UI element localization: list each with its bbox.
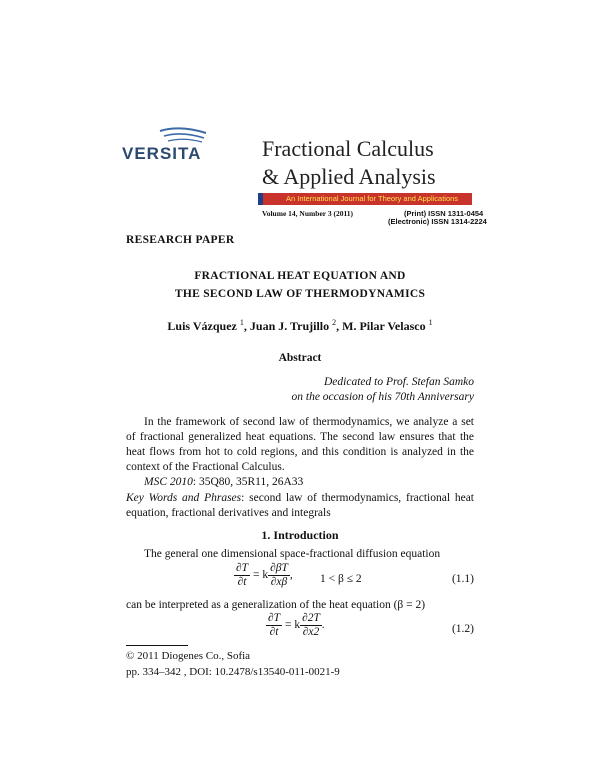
eq1-equals-k: = k — [252, 569, 269, 582]
footnote-rule — [126, 645, 188, 646]
eq1-number: (1.1) — [451, 573, 474, 585]
author-name: M. Pilar Velasco — [342, 319, 426, 333]
keywords-label: Key Words and Phrases — [126, 492, 242, 504]
dedication-line1: Dedicated to Prof. Stefan Samko — [324, 376, 474, 388]
interpretation-sentence: can be interpreted as a generalization of the heat equation (β = 2) — [126, 599, 426, 611]
eq2-lhs-denominator: ∂t — [269, 626, 279, 638]
equation-1-2: $\frac{\partial T}{\partial t}$ = k $\frac{\partial 2T}{\partial x2}$ . — [268, 612, 325, 638]
keywords — [126, 491, 474, 521]
eq1-lhs-numerator: ∂T — [236, 562, 249, 574]
eq2-number: (1.2) — [451, 623, 474, 635]
author-name: Juan J. Trujillo — [249, 319, 330, 333]
volume-info: Volume 14, Number 3 (2011) — [262, 209, 354, 218]
eq2-lhs-numerator: ∂T — [268, 612, 281, 624]
msc-label: MSC 2010 — [144, 476, 193, 488]
keywords-text: : second law of thermodynamics, fractional heat equation, fractional derivatives and integrals — [126, 492, 474, 519]
eq2-rhs-numerator: ∂2T — [302, 612, 320, 624]
eq1-rhs-denominator: ∂xβ — [270, 576, 288, 588]
copyright-notice: © 2011 Diogenes Co., Sofia — [126, 650, 251, 662]
msc-classification — [144, 476, 303, 488]
eq1-lhs-denominator: ∂t — [237, 576, 247, 588]
issn-print: (Print) ISSN 1311-0454 — [404, 209, 484, 218]
journal-name-line1: Fractional Calculus — [262, 136, 434, 161]
dedication-line2: on the occasion of his 70th Anniversary — [291, 391, 474, 403]
abstract-body — [126, 415, 474, 475]
msc-codes: : 35Q80, 35R11, 26A33 — [192, 476, 304, 488]
eq2-rhs-denominator: ∂x2 — [302, 626, 320, 638]
paper-title-line2: THE SECOND LAW OF THERMODYNAMICS — [174, 288, 426, 300]
eq2-equals-k: = k — [284, 619, 301, 632]
abstract-text: In the framework of second law of thermodynamics, we analyze a set of fractional generalized heat equations. The second law ensures that the heat flows from hot to cold regions, and this condition is analyzed in the context of the Fractional Calculus. — [126, 416, 474, 473]
abstract-heading: Abstract — [278, 352, 322, 364]
equation-1-1: $\frac{\partial T}{\partial t}$ = k $\frac{\partial\beta T}{\partial x\beta}$ , — [236, 562, 293, 588]
journal-band-accent — [258, 193, 263, 205]
section-label: RESEARCH PAPER — [126, 234, 235, 246]
journal-subtitle: An International Journal for Theory and Applications — [286, 194, 459, 203]
author-affiliation: 1 — [239, 318, 244, 327]
publisher-logo: VERSITA — [122, 144, 202, 163]
section-heading: 1. Introduction — [261, 528, 339, 542]
intro-sentence: The general one dimensional space-fractional diffusion equation — [144, 548, 441, 560]
issn-electronic: (Electronic) ISSN 1314-2224 — [388, 217, 487, 226]
doi-line: pp. 334–342 , DOI: 10.2478/s13540-011-0021-9 — [126, 666, 340, 678]
author-affiliation: 2 — [332, 318, 337, 327]
eq1-rhs-numerator: ∂βT — [270, 562, 288, 574]
author-name: Luis Vázquez — [167, 319, 237, 333]
author-affiliation: 1 — [428, 318, 433, 327]
journal-name-line2: & Applied Analysis — [262, 164, 436, 189]
eq1-condition: 1 < β ≤ 2 — [320, 573, 362, 585]
author-list: Luis Vázquez $^1$, Juan J. Trujillo $^2$, M. Pilar Velasco $^1$ — [167, 318, 433, 333]
paper-title-line1: FRACTIONAL HEAT EQUATION AND — [194, 270, 406, 282]
